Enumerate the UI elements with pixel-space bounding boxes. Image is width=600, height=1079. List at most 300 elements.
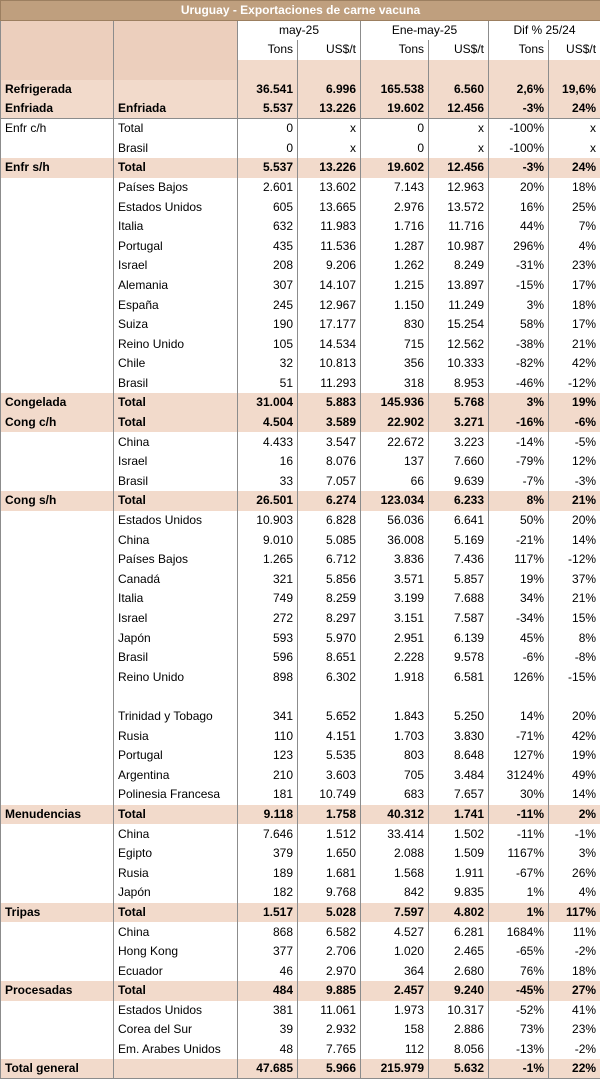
dif-usd-cell: 7% [549,217,600,237]
table-row [1,628,600,648]
tons-month-cell: 898 [238,668,298,688]
tons-month-cell: 10.903 [238,511,298,531]
usd-month-cell: 11.983 [298,217,361,237]
row-label: Enfriada [114,99,238,119]
dif-usd-cell: 41% [549,1001,600,1021]
usd-month-cell: 1.681 [298,863,361,883]
dif-tons-cell: 16% [489,197,549,217]
tons-ytd-cell: 19.602 [361,158,429,178]
row-label: Polinesia Francesa [114,785,238,805]
dif-usd-cell: -2% [549,1040,600,1060]
table-row [1,530,600,550]
row-label: Suiza [114,315,238,335]
usd-month-cell: 5.966 [298,1059,361,1079]
tons-ytd-cell: 803 [361,746,429,766]
dif-usd-cell: 17% [549,276,600,296]
table-row [1,295,600,315]
usd-month-cell: 2.706 [298,942,361,962]
table-row [1,138,600,158]
usd-month-cell: 7.057 [298,472,361,492]
usd-ytd-cell: x [429,138,489,158]
usd-month-cell: 11.293 [298,374,361,394]
table-row [1,746,600,766]
empty-cell [489,60,549,80]
row-category: Enfr s/h [1,158,114,178]
tons-month-cell: 596 [238,648,298,668]
usd-ytd-cell: 4.802 [429,903,489,923]
dif-usd-cell: -12% [549,550,600,570]
usd-month-cell: 6.996 [298,80,361,100]
usd-ytd-cell: 7.436 [429,550,489,570]
usd-month-cell: 1.758 [298,805,361,825]
tons-month-cell: 9.010 [238,530,298,550]
usd-month-cell: 5.085 [298,530,361,550]
dif-tons-cell: 1% [489,903,549,923]
usd-month-cell: 2.970 [298,961,361,981]
dif-usd-cell: 17% [549,315,600,335]
tons-month-cell: 272 [238,609,298,629]
tons-month-cell: 39 [238,1020,298,1040]
row-category [1,785,114,805]
usd-ytd-cell: 2.680 [429,961,489,981]
table-row [1,883,600,903]
tons-month-cell: 0 [238,119,298,139]
tons-month-cell: 2.601 [238,178,298,198]
row-label: China [114,530,238,550]
table-row [1,511,600,531]
tons-ytd-cell: 2.976 [361,197,429,217]
tons-month-cell: 5.537 [238,99,298,119]
tons-ytd-cell: 3.571 [361,570,429,590]
empty-cell [549,687,600,707]
table-row [1,1059,600,1079]
row-category [1,315,114,335]
tons-header: Tons [238,40,298,60]
row-label: Estados Unidos [114,197,238,217]
row-label: Chile [114,354,238,374]
row-label: Japón [114,883,238,903]
usd-month-cell: 6.274 [298,491,361,511]
tons-month-cell: 0 [238,138,298,158]
dif-usd-cell: -6% [549,413,600,433]
dif-usd-cell: 24% [549,158,600,178]
row-category [1,628,114,648]
row-label: Total [114,158,238,178]
row-label [114,1059,238,1079]
usd-month-cell: 11.061 [298,1001,361,1021]
tons-ytd-cell: 364 [361,961,429,981]
row-category [1,334,114,354]
dif-tons-cell: -82% [489,354,549,374]
row-label: China [114,432,238,452]
usd-ytd-cell: 8.648 [429,746,489,766]
usd-ytd-cell: 3.484 [429,765,489,785]
row-label: Reino Unido [114,668,238,688]
usd-month-cell: 8.297 [298,609,361,629]
tons-month-cell: 379 [238,844,298,864]
tons-month-cell: 632 [238,217,298,237]
row-label: Total [114,903,238,923]
tons-month-cell: 1.517 [238,903,298,923]
row-label: Italia [114,589,238,609]
row-label: Canadá [114,570,238,590]
table-row [1,589,600,609]
tons-month-cell: 189 [238,863,298,883]
tons-ytd-cell: 318 [361,374,429,394]
tons-ytd-cell: 1.843 [361,707,429,727]
tons-ytd-cell: 158 [361,1020,429,1040]
usd-ytd-cell: 9.240 [429,981,489,1001]
table-row [1,315,600,335]
tons-ytd-cell: 842 [361,883,429,903]
table-row [1,158,600,178]
dif-usd-cell: 49% [549,765,600,785]
table-row [1,707,600,727]
dif-usd-cell: 18% [549,295,600,315]
dif-tons-cell: 126% [489,668,549,688]
tons-ytd-cell: 22.902 [361,413,429,433]
row-category [1,922,114,942]
tons-month-cell: 341 [238,707,298,727]
dif-tons-cell: 1684% [489,922,549,942]
row-category [1,511,114,531]
empty-cell [429,60,489,80]
usd-ytd-cell: 6.233 [429,491,489,511]
dif-usd-cell: 24% [549,99,600,119]
usd-ytd-cell: 6.139 [429,628,489,648]
row-label: Total [114,393,238,413]
table-title: Uruguay - Exportaciones de carne vacuna [1,1,600,21]
usd-ytd-cell: 5.250 [429,707,489,727]
row-category [1,589,114,609]
tons-ytd-cell: 137 [361,452,429,472]
period1-header: may-25 [238,21,361,41]
table-row [1,1020,600,1040]
tons-ytd-cell: 165.538 [361,80,429,100]
empty-cell [238,60,298,80]
usd-ytd-cell: 10.333 [429,354,489,374]
empty-cell [298,60,361,80]
tons-ytd-cell: 356 [361,354,429,374]
tons-ytd-cell: 1.716 [361,217,429,237]
table-row [1,236,600,256]
dif-tons-cell: -16% [489,413,549,433]
tons-month-cell: 307 [238,276,298,296]
tons-month-cell: 377 [238,942,298,962]
row-category [1,550,114,570]
usd-month-cell: 10.813 [298,354,361,374]
usd-month-cell: 8.076 [298,452,361,472]
usd-month-cell: 2.932 [298,1020,361,1040]
table-row [1,217,600,237]
row-category [1,961,114,981]
dif-tons-cell: 2,6% [489,80,549,100]
tons-header: Tons [489,40,549,60]
table-row [1,981,600,1001]
tons-month-cell: 749 [238,589,298,609]
header-blank-1 [1,21,114,41]
row-category: Enfriada [1,99,114,119]
row-label: España [114,295,238,315]
row-label: Brasil [114,374,238,394]
dif-tons-cell: 76% [489,961,549,981]
tons-month-cell: 4.504 [238,413,298,433]
tons-month-cell: 46 [238,961,298,981]
row-label: Israel [114,256,238,276]
row-category [1,374,114,394]
row-category [1,863,114,883]
dif-usd-cell: -5% [549,432,600,452]
table-row [1,432,600,452]
table-row [1,334,600,354]
dif-tons-cell: -100% [489,119,549,139]
row-label: Total [114,119,238,139]
tons-ytd-cell: 2.457 [361,981,429,1001]
dif-usd-cell: 21% [549,589,600,609]
dif-tons-cell: 3% [489,295,549,315]
dif-tons-cell: 1% [489,883,549,903]
table-row [1,668,600,688]
dif-usd-cell: 37% [549,570,600,590]
row-label: Rusia [114,726,238,746]
table-row [1,413,600,433]
tons-ytd-cell: 3.836 [361,550,429,570]
usd-month-cell: 10.749 [298,785,361,805]
row-label: Reino Unido [114,334,238,354]
usd-ytd-cell: 2.886 [429,1020,489,1040]
dif-tons-cell: 8% [489,491,549,511]
table-row [1,765,600,785]
dif-tons-cell: -31% [489,256,549,276]
dif-tons-cell: 127% [489,746,549,766]
dif-tons-cell: 14% [489,707,549,727]
usd-ytd-cell: 10.987 [429,236,489,256]
empty-cell [1,687,114,707]
row-category [1,648,114,668]
usd-ytd-cell: 7.660 [429,452,489,472]
tons-month-cell: 182 [238,883,298,903]
table-row [1,805,600,825]
dif-tons-cell: -79% [489,452,549,472]
usd-month-cell: 14.534 [298,334,361,354]
table-row [1,609,600,629]
dif-tons-cell: 20% [489,178,549,198]
dif-usd-cell: -12% [549,374,600,394]
table-row [1,374,600,394]
usd-month-cell: 6.828 [298,511,361,531]
row-label: Brasil [114,648,238,668]
usd-header: US$/t [298,40,361,60]
table-row [1,197,600,217]
usd-month-cell: 3.603 [298,765,361,785]
tons-ytd-cell: 123.034 [361,491,429,511]
tons-month-cell: 32 [238,354,298,374]
row-category [1,1040,114,1060]
row-category: Procesadas [1,981,114,1001]
dif-usd-cell: 4% [549,883,600,903]
table-row [1,863,600,883]
dif-header: Dif % 25/24 [489,21,600,41]
usd-ytd-cell: 8.056 [429,1040,489,1060]
dif-usd-cell: 19,6% [549,80,600,100]
dif-usd-cell: -15% [549,668,600,688]
usd-month-cell: 9.885 [298,981,361,1001]
dif-tons-cell: 73% [489,1020,549,1040]
row-label: Em. Arabes Unidos [114,1040,238,1060]
table-row [1,60,600,80]
dif-tons-cell: -3% [489,99,549,119]
row-label: Países Bajos [114,550,238,570]
tons-ytd-cell: 1.287 [361,236,429,256]
dif-tons-cell: -46% [489,374,549,394]
row-label: Japón [114,628,238,648]
row-label: Portugal [114,236,238,256]
row-label: Corea del Sur [114,1020,238,1040]
dif-usd-cell: 3% [549,844,600,864]
row-label: Estados Unidos [114,1001,238,1021]
usd-month-cell: 3.589 [298,413,361,433]
usd-ytd-cell: 5.169 [429,530,489,550]
dif-usd-cell: -2% [549,942,600,962]
tons-ytd-cell: 56.036 [361,511,429,531]
empty-cell [114,60,238,80]
tons-header: Tons [361,40,429,60]
tons-month-cell: 868 [238,922,298,942]
row-category: Enfr c/h [1,119,114,139]
row-category [1,197,114,217]
tons-month-cell: 210 [238,765,298,785]
tons-ytd-cell: 1.262 [361,256,429,276]
dif-tons-cell: -11% [489,805,549,825]
empty-cell [361,687,429,707]
tons-ytd-cell: 715 [361,334,429,354]
usd-ytd-cell: 5.857 [429,570,489,590]
table-row [1,961,600,981]
row-category [1,276,114,296]
tons-ytd-cell: 112 [361,1040,429,1060]
tons-month-cell: 4.433 [238,432,298,452]
row-category [1,746,114,766]
dif-tons-cell: -100% [489,138,549,158]
table-row [1,726,600,746]
dif-usd-cell: x [549,138,600,158]
tons-ytd-cell: 40.312 [361,805,429,825]
usd-ytd-cell: 8.249 [429,256,489,276]
tons-month-cell: 181 [238,785,298,805]
empty-cell [361,60,429,80]
dif-tons-cell: 34% [489,589,549,609]
tons-month-cell: 26.501 [238,491,298,511]
row-label: Estados Unidos [114,511,238,531]
row-label: Israel [114,452,238,472]
usd-month-cell: 8.651 [298,648,361,668]
tons-ytd-cell: 683 [361,785,429,805]
row-category: Menudencias [1,805,114,825]
table-row [1,922,600,942]
dif-tons-cell: -3% [489,158,549,178]
row-label: Total [114,413,238,433]
dif-tons-cell: -14% [489,432,549,452]
tons-month-cell: 190 [238,315,298,335]
usd-ytd-cell: 1.502 [429,824,489,844]
row-label [114,80,238,100]
tons-ytd-cell: 0 [361,138,429,158]
header-blank-2 [114,21,238,41]
unit-header-row [1,40,600,60]
dif-usd-cell: 2% [549,805,600,825]
empty-cell [429,687,489,707]
table-row [1,472,600,492]
table-row [1,256,600,276]
dif-usd-cell: 20% [549,707,600,727]
tons-ytd-cell: 7.597 [361,903,429,923]
usd-ytd-cell: 12.562 [429,334,489,354]
usd-ytd-cell: 7.587 [429,609,489,629]
tons-ytd-cell: 145.936 [361,393,429,413]
tons-month-cell: 33 [238,472,298,492]
usd-month-cell: 12.967 [298,295,361,315]
dif-tons-cell: 45% [489,628,549,648]
dif-tons-cell: 44% [489,217,549,237]
dif-tons-cell: 1167% [489,844,549,864]
usd-ytd-cell: 9.835 [429,883,489,903]
usd-ytd-cell: 12.963 [429,178,489,198]
row-label: Trinidad y Tobago [114,707,238,727]
usd-month-cell: 6.582 [298,922,361,942]
usd-ytd-cell: 6.641 [429,511,489,531]
tons-ytd-cell: 19.602 [361,99,429,119]
usd-ytd-cell: 6.560 [429,80,489,100]
tons-ytd-cell: 0 [361,119,429,139]
usd-ytd-cell: 12.456 [429,99,489,119]
usd-ytd-cell: 10.317 [429,1001,489,1021]
usd-ytd-cell: 12.456 [429,158,489,178]
dif-usd-cell: 23% [549,1020,600,1040]
row-category [1,726,114,746]
row-category: Congelada [1,393,114,413]
tons-month-cell: 381 [238,1001,298,1021]
usd-ytd-cell: 5.768 [429,393,489,413]
dif-tons-cell: -34% [489,609,549,629]
row-label: Total [114,805,238,825]
row-label: Brasil [114,138,238,158]
dif-tons-cell: -6% [489,648,549,668]
row-category [1,883,114,903]
dif-usd-cell: 22% [549,1059,600,1079]
table-row [1,178,600,198]
subheader-blank-2 [114,40,238,60]
row-category [1,217,114,237]
usd-month-cell: 11.536 [298,236,361,256]
dif-usd-cell: 11% [549,922,600,942]
dif-usd-cell: 14% [549,785,600,805]
dif-usd-cell: -1% [549,824,600,844]
dif-usd-cell: 12% [549,452,600,472]
row-label: Portugal [114,746,238,766]
dif-tons-cell: -45% [489,981,549,1001]
usd-ytd-cell: 3.223 [429,432,489,452]
usd-month-cell: 8.259 [298,589,361,609]
usd-ytd-cell: 13.897 [429,276,489,296]
usd-ytd-cell: 11.249 [429,295,489,315]
table-row [1,824,600,844]
usd-month-cell: 1.512 [298,824,361,844]
tons-ytd-cell: 2.951 [361,628,429,648]
dif-usd-cell: 18% [549,961,600,981]
row-label: China [114,824,238,844]
usd-ytd-cell: 8.953 [429,374,489,394]
period2-header: Ene-may-25 [361,21,489,41]
